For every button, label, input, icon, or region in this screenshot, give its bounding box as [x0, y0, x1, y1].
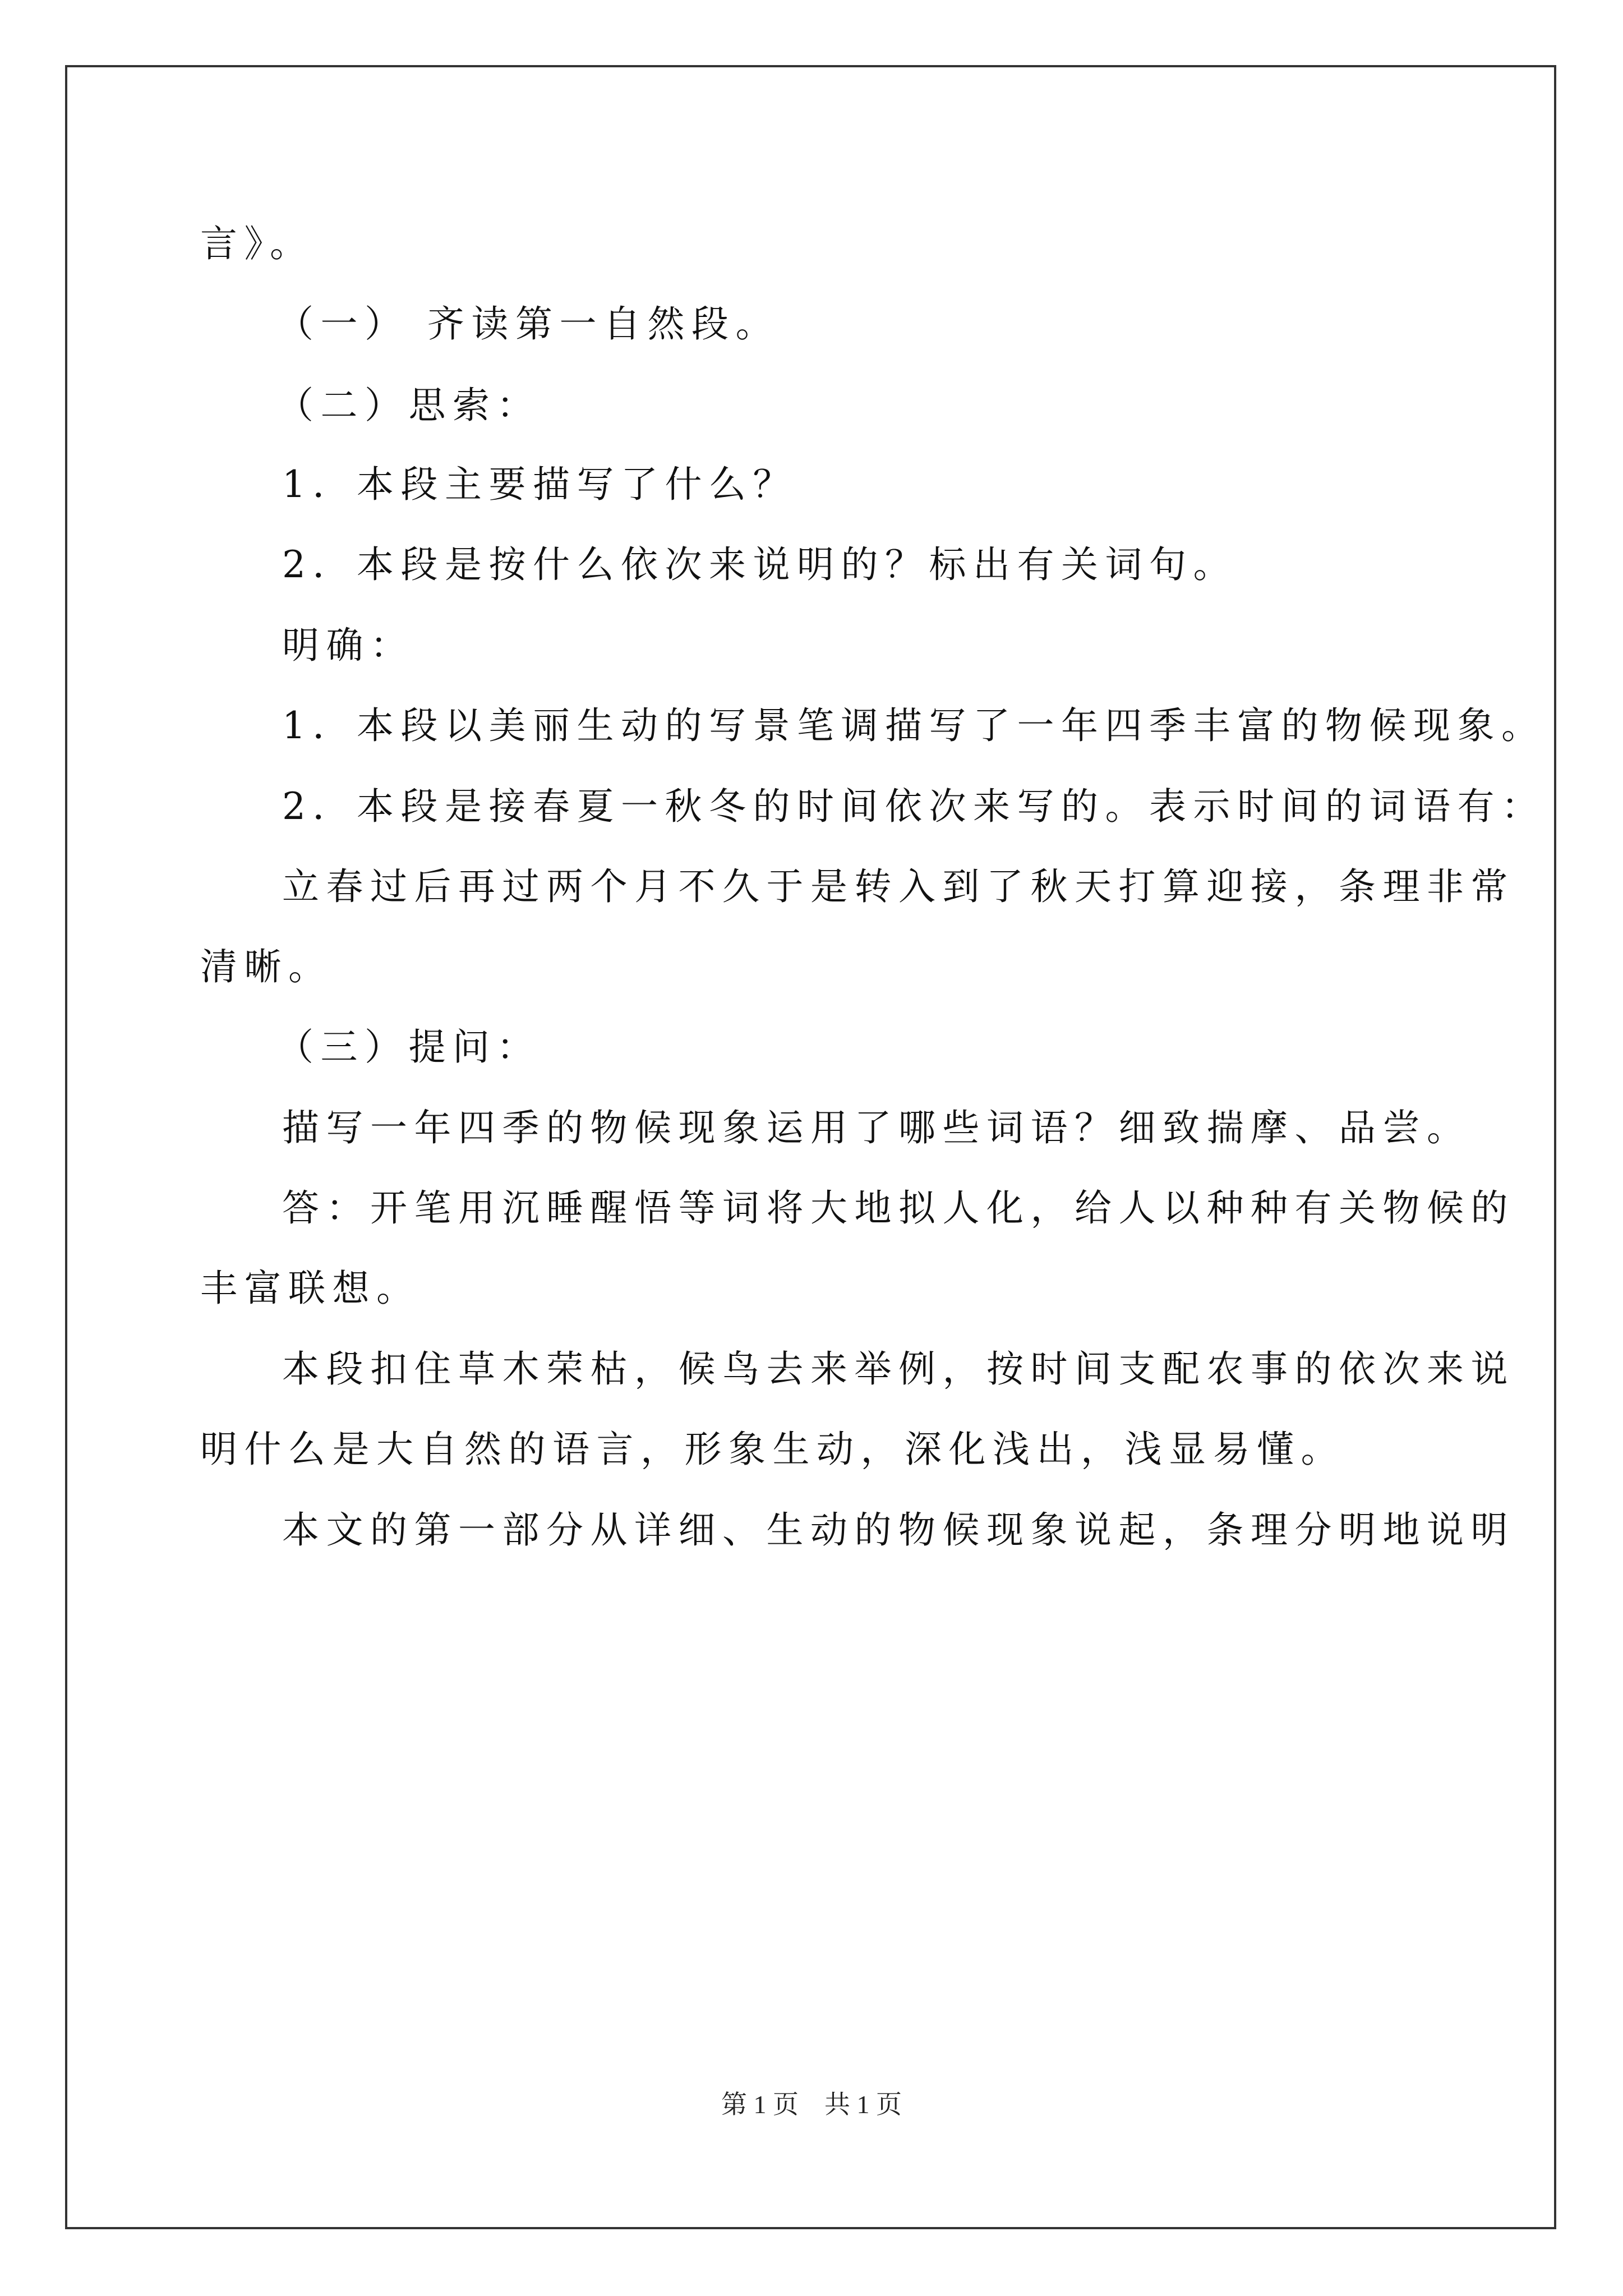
text-line-7: 1．本段以美丽生动的写景笔调描写了一年四季丰富的物候现象。: [282, 704, 1546, 747]
text-line-9: 立春过后再过两个月不久于是转入到了秋天打算迎接，条理非常: [282, 865, 1515, 908]
text-line-5: 2．本段是按什么依次来说明的？标出有关词句。: [282, 543, 1237, 586]
text-line-16: 明什么是大自然的语言，形象生动，深化浅出，浅显易懂。: [200, 1428, 1345, 1471]
text-line-12: 描写一年四季的物候现象运用了哪些词语？细致揣摩、品尝。: [282, 1106, 1471, 1149]
page-footer: 第 1 页 共 1 页: [721, 2090, 902, 2119]
text-line-13: 答：开笔用沉睡醒悟等词将大地拟人化，给人以种种有关物候的: [282, 1186, 1515, 1230]
text-line-14: 丰富联想。: [200, 1267, 421, 1310]
text-line-3: （二）思索：: [276, 384, 541, 427]
text-line-10: 清晰。: [200, 945, 333, 988]
text-line-11: （三）提问：: [276, 1025, 541, 1069]
text-line-8: 2．本段是接春夏一秋冬的时间依次来写的。表示时间的词语有：: [282, 785, 1546, 828]
text-line-2: （一） 齐读第一自然段。: [276, 302, 780, 346]
text-line-6: 明确：: [282, 624, 414, 667]
text-line-4: 1．本段主要描写了什么？: [282, 463, 797, 506]
text-line-1: 言》。: [200, 222, 314, 265]
text-line-15: 本段扣住草木荣枯，候鸟去来举例，按时间支配农事的依次来说: [282, 1347, 1515, 1391]
text-line-17: 本文的第一部分从详细、生动的物候现象说起，条理分明地说明: [282, 1508, 1515, 1552]
